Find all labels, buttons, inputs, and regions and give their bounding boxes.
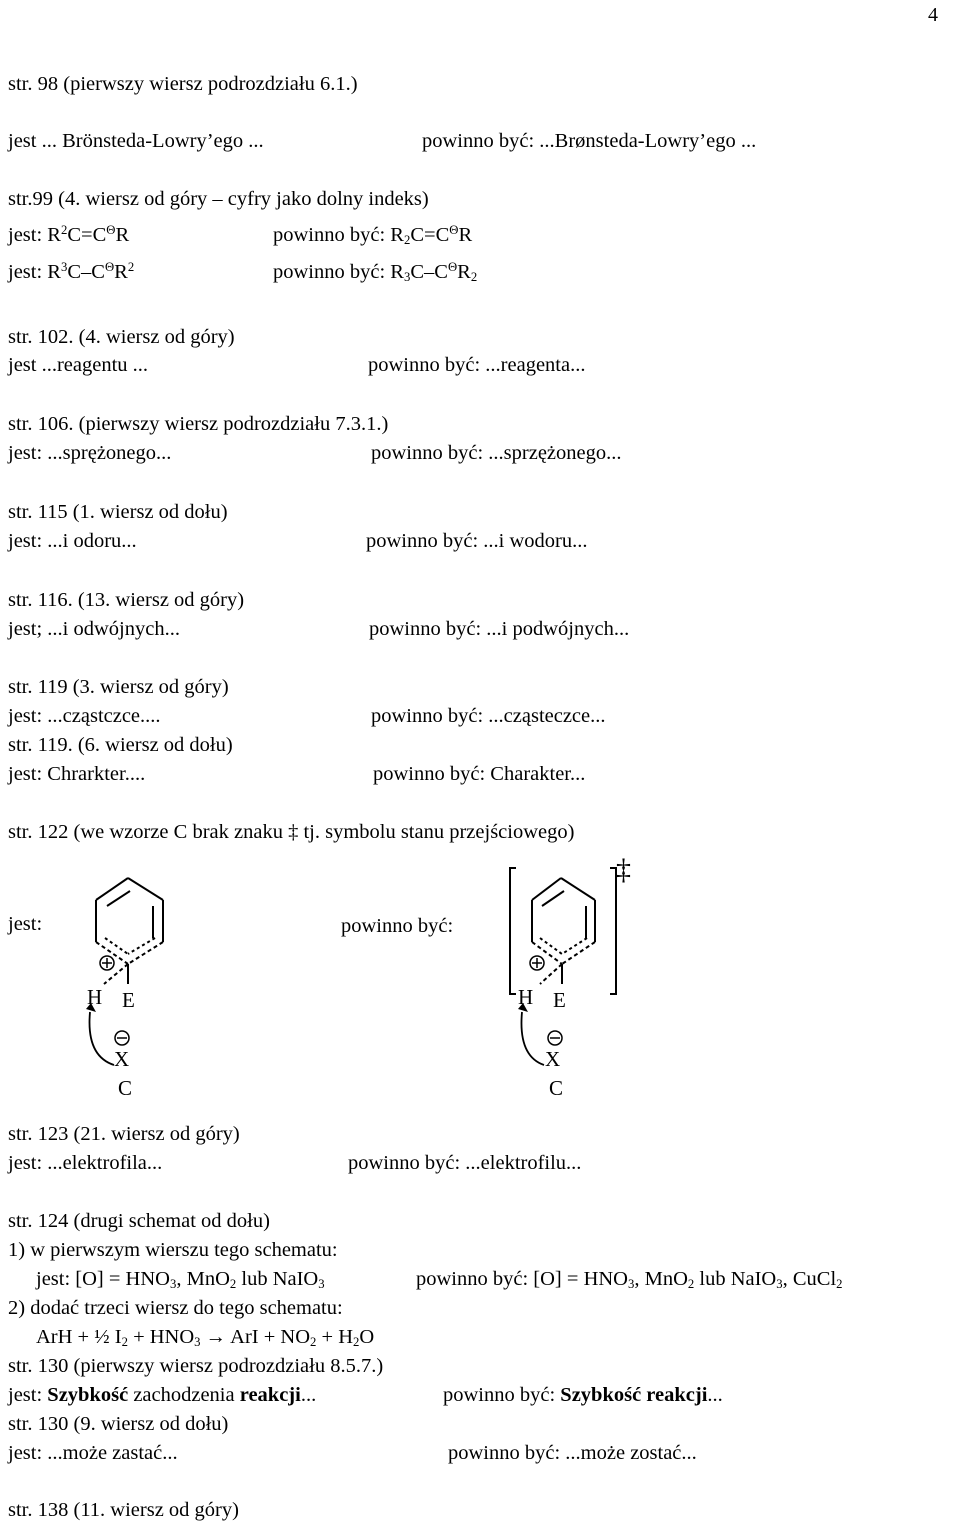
erratum-p119-correct: powinno być: ...cząsteczce... xyxy=(371,705,606,727)
erratum-p99-wrong-1: jest: $R^2C=C^\Theta R$ xyxy=(8,223,130,246)
erratum-p123-wrong: jest: ...elektrofila... xyxy=(8,1152,163,1174)
erratum-p122-header: str. 122 (we wzorze C brak znaku ‡ tj. symbolu stanu przejściowego) xyxy=(8,821,575,843)
erratum-p99-correct-1: powinno być: $R_2C=C^\Theta R$ xyxy=(273,223,473,248)
erratum-p116-wrong: jest; ...i odwójnych... xyxy=(8,618,180,640)
erratum-p130b-header: str. 130 (9. wiersz od dołu) xyxy=(8,1413,229,1435)
erratum-p124-correct: powinno być: $[O] = HNO_3$, MnO$_2$ lub NaIO$_3$, CuCl$_2$ xyxy=(416,1268,843,1292)
atom-h-correct: H xyxy=(518,985,534,1009)
erratum-p130-wrong: jest: Szybkość zachodzenia reakcji... xyxy=(8,1384,317,1406)
structure-correct-label: powinno być: xyxy=(341,915,454,937)
erratum-p124-item2: 2) dodać trzeci wiersz do tego schematu: xyxy=(8,1297,343,1319)
erratum-p102-wrong: jest ...reagentu ... xyxy=(8,354,149,376)
erratum-p119b-wrong: jest: Chrarkter.... xyxy=(8,763,146,785)
erratum-p119-header: str. 119 (3. wiersz od góry) xyxy=(8,676,229,698)
erratum-p116-correct: powinno być: ...i podwójnych... xyxy=(369,618,630,640)
erratum-p119-wrong: jest: ...cząstczce.... xyxy=(8,705,161,727)
erratum-p124-reaction: ArH + ½ $I_2 + HNO_3$ → ArI + $NO_2 + H_2O$ xyxy=(36,1326,375,1350)
erratum-p130-header: str. 130 (pierwszy wiersz podrozdziału 8.5.7.) xyxy=(8,1355,384,1377)
erratum-p124-item1: 1) w pierwszym wierszu tego schematu: xyxy=(8,1239,338,1261)
erratum-p98-correct: powinno być: ...Brønsteda-Lowry’ego ... xyxy=(422,130,757,152)
erratum-p115-header: str. 115 (1. wiersz od dołu) xyxy=(8,501,228,523)
erratum-p130-correct: powinno być: Szybkość reakcji... xyxy=(443,1384,723,1406)
transition-state-dagger: ‡ xyxy=(616,853,631,886)
erratum-p124-header: str. 124 (drugi schemat od dołu) xyxy=(8,1210,270,1232)
erratum-p130b-wrong: jest: ...może zastać... xyxy=(8,1442,178,1464)
erratum-p98-wrong: jest ... Brönsteda-Lowry’ego ... xyxy=(8,130,264,152)
atom-x-correct: X xyxy=(545,1047,561,1071)
atom-h-wrong: H xyxy=(87,985,103,1009)
sigma-complex-structure-wrong xyxy=(60,862,200,1112)
atom-x-wrong: X xyxy=(114,1047,130,1071)
erratum-p102-header: str. 102. (4. wiersz od góry) xyxy=(8,326,235,348)
erratum-p115-wrong: jest: ...i odoru... xyxy=(8,530,137,552)
erratum-p99-header: str.99 (4. wiersz od góry – cyfry jako dolny indeks) xyxy=(8,188,429,210)
erratum-p116-header: str. 116. (13. wiersz od góry) xyxy=(8,589,245,611)
erratum-p99-wrong-2: jest: $R^3C-C^\Theta R^2$ xyxy=(8,260,135,283)
erratum-p115-correct: powinno być: ...i wodoru... xyxy=(366,530,588,552)
erratum-p123-correct: powinno być: ...elektrofilu... xyxy=(348,1152,582,1174)
atom-e-correct: E xyxy=(553,988,566,1012)
erratum-p106-header: str. 106. (pierwszy wiersz podrozdziału 7.3.1.) xyxy=(8,413,389,435)
erratum-p102-correct: powinno być: ...reagenta... xyxy=(368,354,586,376)
erratum-p119b-correct: powinno być: Charakter... xyxy=(373,763,586,785)
atom-e-wrong: E xyxy=(122,988,135,1012)
erratum-p106-correct: powinno być: ...sprzężonego... xyxy=(371,442,622,464)
erratum-p123-header: str. 123 (21. wiersz od góry) xyxy=(8,1123,240,1145)
page-number: 4 xyxy=(928,4,938,26)
erratum-p138-header: str. 138 (11. wiersz od góry) xyxy=(8,1499,239,1521)
erratum-p119b-header: str. 119. (6. wiersz od dołu) xyxy=(8,734,233,756)
erratum-p106-wrong: jest: ...sprężonego... xyxy=(8,442,172,464)
atom-c-correct: C xyxy=(549,1076,564,1100)
erratum-p98-header: str. 98 (pierwszy wiersz podrozdziału 6.1.) xyxy=(8,73,358,95)
atom-c-wrong: C xyxy=(118,1076,133,1100)
structure-wrong-label: jest: xyxy=(8,913,43,935)
erratum-p99-correct-2: powinno być: $R_3C-C^\Theta R_2$ xyxy=(273,260,478,285)
erratum-p130b-correct: powinno być: ...może zostać... xyxy=(448,1442,697,1464)
erratum-p124-wrong: jest: $[O] = HNO_3$, MnO$_2$ lub NaIO$_3$ xyxy=(36,1268,325,1292)
